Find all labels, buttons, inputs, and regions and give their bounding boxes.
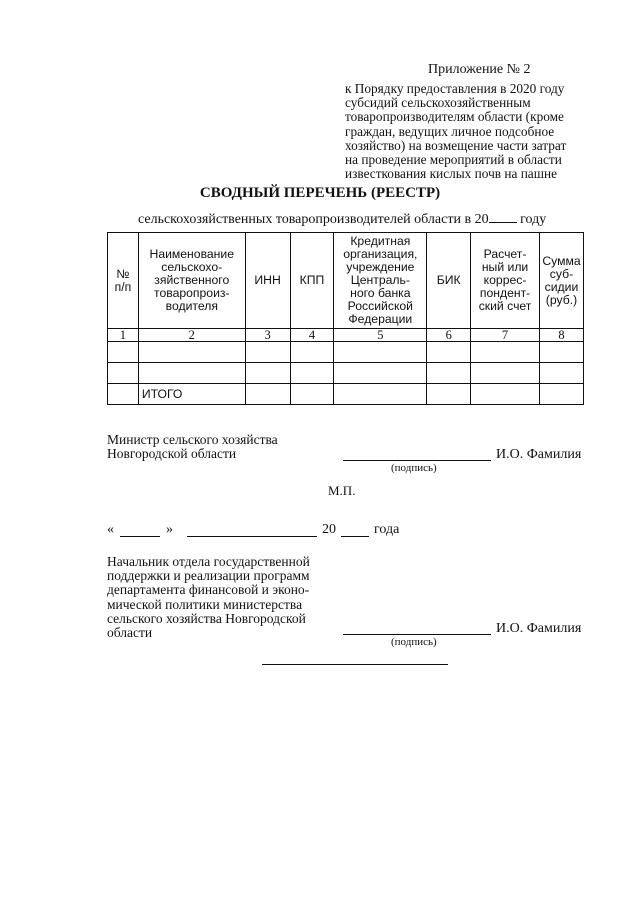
table-cell[interactable] [108, 342, 139, 363]
department-head-signature-line[interactable] [343, 634, 491, 635]
table-cell[interactable] [290, 342, 334, 363]
header-producer-name: Наименование сельскохо- зяйственного товаропроиз- водителя [138, 233, 245, 329]
date-close-quote: » [166, 522, 173, 537]
table-cell[interactable] [290, 363, 334, 384]
header-subsidy-amount: Сумма суб- сидии (руб.) [539, 233, 583, 329]
appendix-text [345, 82, 613, 181]
appendix-title: Приложение № 2 [428, 62, 531, 77]
appendix-line: товаропроизводителям области (кроме [345, 109, 564, 125]
column-number: 4 [290, 329, 334, 342]
appendix-line: граждан, ведущих личное подсобное [345, 123, 555, 139]
subtitle-prefix: сельскохозяйственных товаропроизводителей области в 20 [138, 212, 489, 227]
date-suffix: года [374, 522, 400, 537]
table-row [108, 342, 584, 363]
closing-line [262, 664, 448, 665]
minister-signature-line[interactable] [343, 460, 491, 461]
table-cell[interactable] [245, 363, 290, 384]
signature-caption: (подпись) [391, 462, 437, 474]
table-cell[interactable] [334, 363, 427, 384]
stamp-placeholder: М.П. [328, 483, 356, 498]
table-cell[interactable] [334, 342, 427, 363]
column-number: 1 [108, 329, 139, 342]
column-number: 5 [334, 329, 427, 342]
column-number: 2 [138, 329, 245, 342]
table-cell[interactable] [427, 384, 471, 405]
appendix-line: хозяйство) на возмещение части затрат [345, 137, 567, 153]
appendix-line: к Порядку предоставления в 2020 году [345, 81, 565, 96]
registry-table [107, 232, 584, 405]
table-cell[interactable] [471, 342, 540, 363]
column-number-row [108, 329, 584, 342]
table-cell[interactable] [539, 363, 583, 384]
table-total-row [108, 384, 584, 405]
table-cell[interactable] [334, 384, 427, 405]
date-year-prefix: 20 [322, 522, 336, 537]
minister-title: Министр сельского хозяйства Новгородской области [107, 432, 278, 462]
document-title: СВОДНЫЙ ПЕРЕЧЕНЬ (РЕЕСТР) [199, 185, 441, 201]
header-account: Расчет- ный или коррес- пондент- ский счет [471, 233, 540, 329]
header-number: № п/п [108, 233, 139, 329]
header-credit-organization: Кредитная организация, учреждение Централь- ного банка Российской Федерации [334, 233, 427, 329]
table-cell[interactable] [245, 384, 290, 405]
table-cell[interactable] [138, 342, 245, 363]
document-subtitle [138, 210, 546, 228]
table-cell[interactable] [471, 384, 540, 405]
table-cell[interactable] [427, 363, 471, 384]
year-suffix-blank[interactable] [341, 536, 369, 537]
table-cell[interactable] [427, 342, 471, 363]
table-cell[interactable] [471, 363, 540, 384]
table-cell [108, 384, 139, 405]
appendix-line: известкования кислых почв на пашне [345, 166, 557, 182]
appendix-line: субсидий сельскохозяйственным [345, 95, 531, 111]
column-number: 7 [471, 329, 540, 342]
day-blank[interactable] [120, 536, 160, 537]
header-bik: БИК [427, 233, 471, 329]
signature-caption: (подпись) [391, 636, 437, 648]
table-cell[interactable] [539, 342, 583, 363]
table-cell[interactable] [539, 384, 583, 405]
total-label: ИТОГО [138, 384, 245, 405]
department-head-name: И.О. Фамилия [496, 621, 582, 636]
column-number: 8 [539, 329, 583, 342]
table-header-row [108, 233, 584, 329]
table-cell[interactable] [290, 384, 334, 405]
minister-name: И.О. Фамилия [496, 447, 582, 462]
table-cell[interactable] [108, 363, 139, 384]
date-open-quote: « [107, 522, 114, 537]
month-blank[interactable] [187, 536, 317, 537]
column-number: 3 [245, 329, 290, 342]
table-row [108, 363, 584, 384]
appendix-line: на проведение мероприятий в области [345, 152, 562, 168]
department-head-title: Начальник отдела государственной поддержки и реализации программ департамента финансовой и эконо- мической политики министерства сельского хозяйства Новгородской области [107, 554, 310, 641]
table-cell[interactable] [245, 342, 290, 363]
header-kpp: КПП [290, 233, 334, 329]
header-inn: ИНН [245, 233, 290, 329]
column-number: 6 [427, 329, 471, 342]
year-blank [489, 210, 517, 223]
table-cell[interactable] [138, 363, 245, 384]
subtitle-suffix: году [516, 212, 547, 227]
